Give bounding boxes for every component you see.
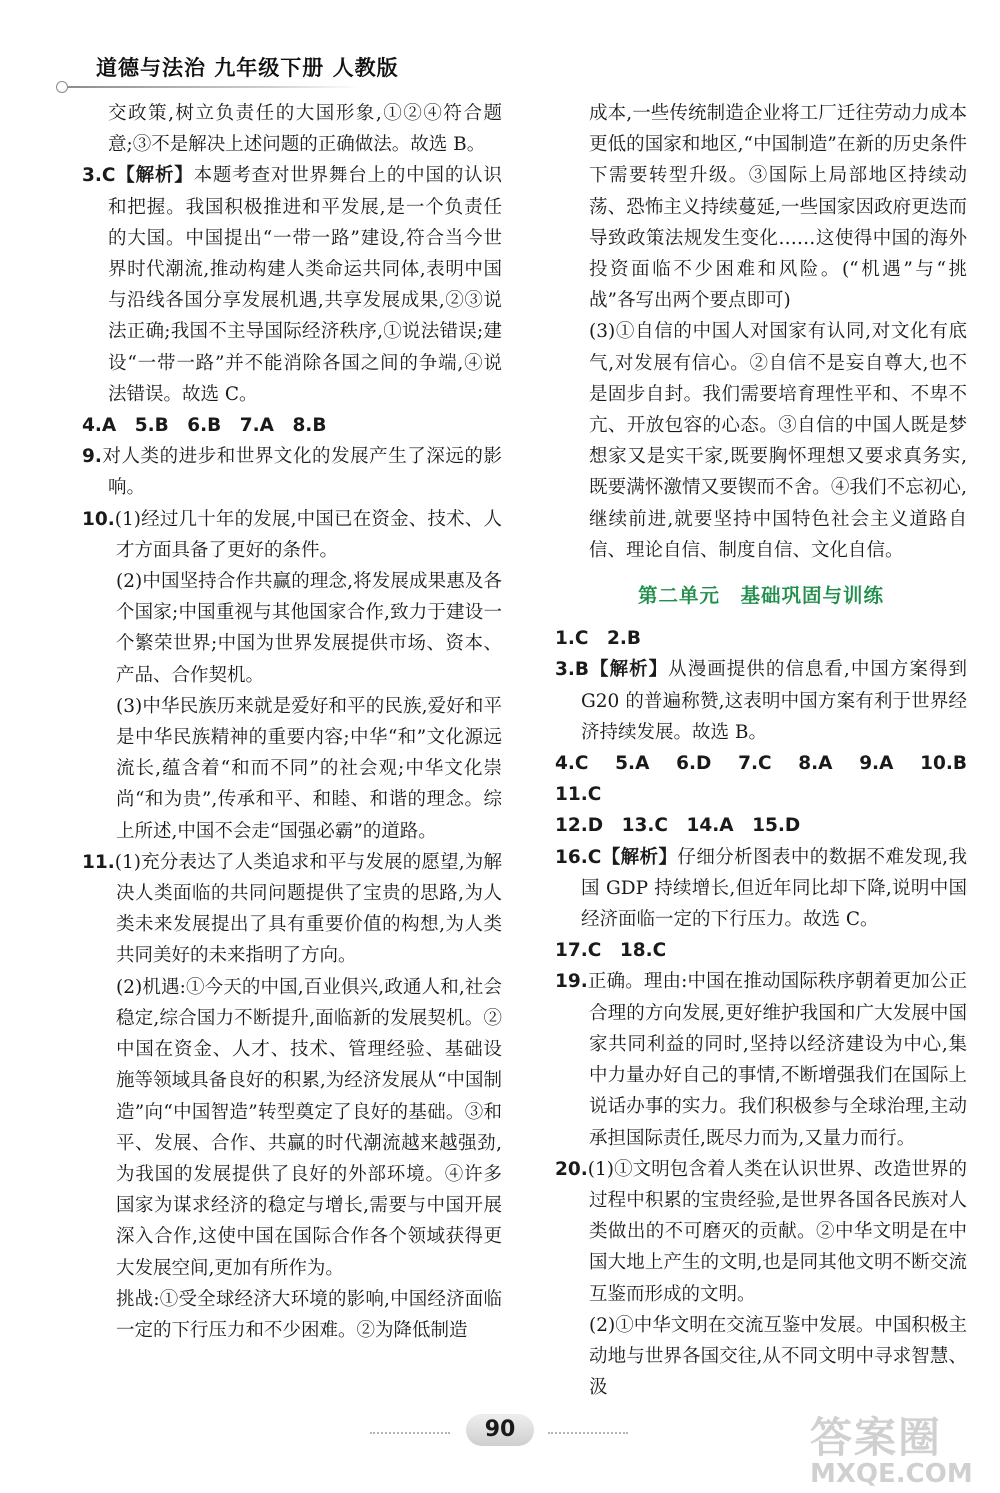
answer-paragraph: 成本,一些传统制造企业将工厂迁往劳动力成本更低的国家和地区,“中国制造”在新的历史条件下需要转型升级。③国际上局部地区持续动荡、恐怖主义持续蔓延,一些国家因政府更迭而导致政策法规发生变化……这使得中国的海外投资面临不少困难和风险。(“机遇”与“挑战”各写出两个要点即可)	[589, 103, 967, 312]
question-number: 9.	[82, 446, 102, 468]
analysis-tag: 【解析】	[115, 165, 194, 187]
watermark-url: MXQE.COM	[810, 1459, 973, 1489]
answer-text: (1)①文明包含着人类在认识世界、改造世界的过程中积累的宝贵经验,是世界各国各民族对人类做出的不可磨灭的贡献。②中华文明是在中国大地上产生的文明,也是同其他文明不断交流互鉴而形成的文明。	[587, 1158, 967, 1305]
answer-text: 正确。理由:中国在推动国际秩序朝着更加公正合理的方向发展,更好维护我国和广大发展中国家共同利益的同时,坚持以经济建设为中心,集中力量办好自己的事情,不断增强我们在国际上说话办事的实力。我们积极参与全球治理,主动承担国际责任,既尽力而为,又量力而行。	[587, 971, 967, 1149]
answer-text: (1)充分表达了人类追求和平与发展的愿望,为解决人类面临的共同问题提供了宝贵的思路,为人类未来发展提出了具有重要价值的构想,为人类共同美好的未来指明了方向。	[114, 851, 502, 967]
question-answer	[82, 847, 502, 972]
watermark-text: 答案圈	[810, 1413, 943, 1462]
analysis-tag: 【解析】	[589, 659, 669, 681]
section-title: 第二单元 基础巩固与训练	[637, 584, 884, 608]
watermark-logo	[810, 1405, 980, 1489]
answer-paragraph: (3)①自信的中国人对国家有认同,对文化有底气,对发展有信心。②自信不是妄自尊大,也不是固步自封。我们需要培育理性平和、不卑不亢、开放包容的心态。③自信的中国人既是梦想家又是实干家,既要胸怀理想又要求真务实,既要满怀激情又要锲而不舍。④我们不忘初心,继续前进,就要坚持中国特色社会主义道路自信、理论自信、制度自信、文化自信。	[589, 321, 967, 561]
continued-paragraph: 交政策,树立负责任的大国形象,①②④符合题意;③不是解决上述问题的正确做法。故选 B。	[108, 103, 502, 156]
page-footer	[370, 1410, 630, 1450]
right-column	[555, 98, 986, 1403]
answer-paragraph: 挑战:①受全球经济大环境的影响,中国经济面临一定的下行压力和不少困难。②为降低制造	[116, 1288, 502, 1341]
left-column	[82, 98, 502, 1346]
question-answer	[555, 966, 967, 1153]
answer-text: (1)经过几十年的发展,中国已在资金、技术、人才方面具备了更好的条件。	[114, 508, 502, 561]
answer-text: 从漫画提供的信息看,中国方案得到G20 的普遍称赞,这表明中国方案有利于世界经济持续发展。故选 B。	[581, 659, 967, 743]
answer-paragraph: (2)机遇:①今天的中国,百业俱兴,政通人和,社会稳定,综合国力不断提升,面临新的发展契机。②中国在资金、人才、技术、管理经验、基础设施等领域具备良好的积累,为经济发展从“中国制造”向“中国智造”转型奠定了良好的基础。③和平、发展、合作、共赢的时代潮流越来越强劲,为我国的发展提供了良好的外部环境。④许多国家为谋求经济的稳定与增长,需要与中国开展深入合作,这使中国在国际合作各个领域获得更大发展空间,更加有所作为。	[116, 976, 502, 1279]
page-header	[60, 52, 600, 92]
question-answer	[82, 160, 502, 410]
question-number: 11.	[82, 851, 115, 873]
question-number: 19.	[555, 971, 588, 993]
footer-dots-right	[548, 1432, 628, 1434]
answer-text: 仔细分析图表中的数据不难发现,我国 GDP 持续增长,但近年同比却下降,说明中国经济面临一定的下行压力。故选 C。	[581, 846, 967, 931]
question-number: 10.	[82, 508, 115, 530]
answer-row: 4.C 5.A 6.D 7.C 8.A 9.A 10.B 11.C	[555, 753, 986, 806]
question-answer	[555, 654, 967, 748]
answer-paragraph: (3)中华民族历来就是爱好和平的民族,爱好和平是中华民族精神的重要内容;中华“和”文化源远流长,蕴含着“和而不同”的社会观;中华文化崇尚“和为贵”,传承和平、和睦、和谐的理念。综上所述,中国不会走“国强必霸”的道路。	[116, 695, 502, 842]
header-rule	[60, 86, 360, 88]
analysis-tag: 【解析】	[601, 846, 678, 868]
question-answer	[555, 842, 967, 936]
answer-row: 1.C 2.B	[555, 628, 641, 650]
question-number: 3.B	[555, 659, 590, 681]
answer-paragraph: (2)①中华文明在交流互鉴中发展。中国积极主动地与世界各国交往,从不同文明中寻求智慧、汲	[589, 1314, 967, 1399]
question-number: 20.	[555, 1158, 588, 1180]
answer-text: 对人类的进步和世界文化的发展产生了深远的影响。	[101, 446, 502, 499]
question-answer	[82, 504, 502, 566]
question-number: 16.C	[555, 846, 602, 868]
question-answer	[555, 1154, 967, 1310]
answer-text: 本题考查对世界舞台上的中国的认识和把握。我国积极推进和平发展,是一个负责任的大国。中国提出“一带一路”建设,符合当今世界时代潮流,推动构建人类命运共同体,表明中国与沿线各国分享发展机遇,共享发展成果,②③说法正确;我国不主导国际经济秩序,①说法错误;建设“一带一路”并不能消除各国之间的争端,④说法错误。故选 C。	[108, 165, 502, 405]
book-title: 道德与法治 九年级下册 人教版	[96, 56, 399, 80]
answer-paragraph: (2)中国坚持合作共赢的理念,将发展成果惠及各个国家;中国重视与其他国家合作,致力于建设一个繁荣世界;中国为世界发展提供市场、资本、产品、合作契机。	[116, 571, 502, 686]
page-number: 90	[484, 1417, 516, 1442]
question-answer	[82, 441, 502, 503]
question-number: 3.C	[82, 165, 116, 187]
answer-row: 4.A 5.B 6.B 7.A 8.B	[82, 415, 327, 437]
footer-dots-left	[370, 1432, 450, 1434]
header-ornament	[56, 81, 68, 93]
answer-row: 17.C 18.C	[555, 940, 667, 962]
answer-row: 12.D 13.C 14.A 15.D	[555, 815, 801, 837]
